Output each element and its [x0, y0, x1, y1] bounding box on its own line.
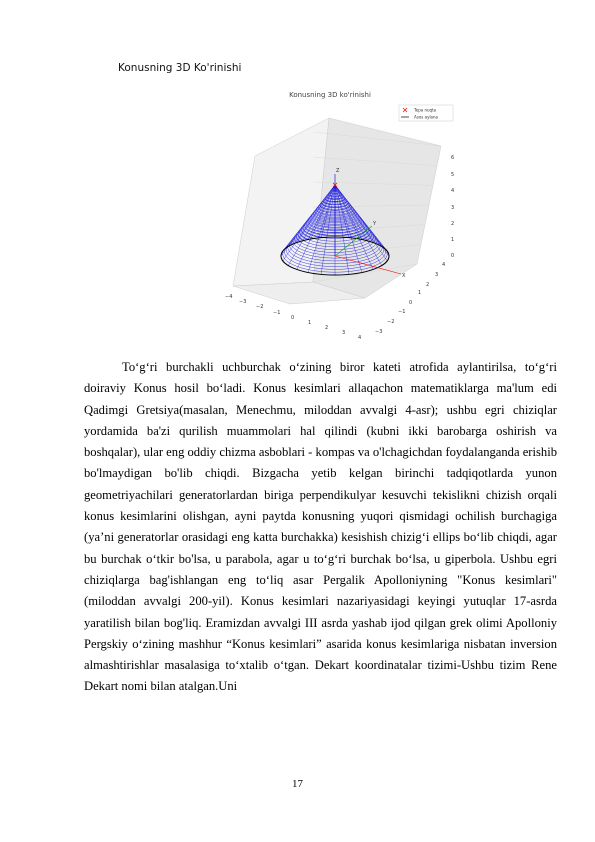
z-axis-label: Z [336, 168, 340, 174]
x-tick: 0 [291, 315, 295, 321]
legend-label-base: Asos aylana [414, 114, 438, 120]
x-tick: −2 [256, 304, 264, 310]
z-tick: 3 [451, 205, 455, 211]
page-number: 17 [292, 778, 303, 790]
x-tick: 2 [325, 325, 329, 331]
y-tick: 2 [426, 282, 430, 288]
z-tick: 2 [451, 221, 455, 227]
y-axis-label: Y [373, 221, 377, 227]
x-tick: −3 [239, 299, 247, 305]
z-tick: 1 [451, 237, 455, 243]
y-tick: −3 [375, 329, 383, 335]
legend [399, 105, 453, 121]
z-tick: 5 [451, 172, 455, 178]
y-tick: −1 [398, 309, 406, 315]
z-ticks [451, 155, 454, 259]
y-tick: 3 [435, 272, 439, 278]
x-tick: 4 [358, 335, 362, 341]
z-tick: 6 [451, 155, 455, 161]
body-paragraph: Toʻgʻri burchakli uchburchak oʻzining biror kateti atrofida aylantirilsa, toʻgʻri doiraviy Konus hosil boʻladi. Konus kesimlari allaqachon matematiklarga ma'lum edi Qadimgi Gretsiya(masalan, Menechmu, miloddan avvalgi 4-asr); ushbu egri chiziqlar yordamida ba'zi qurilish muammolari hal qilindi (kubni ikki barobarga oshirish va boshqalar), ular eng oddiy chizma asboblari - kompas va o'lchagichdan foydalanganda erishib bo'lmaydigan bo'lib chiqdi. Bizgacha yetib kelgan birinchi tadqiqotlarda yunon geometriyachilari generatorlardan biriga perpendikulyar kesuvchi tekislikni chizish orqali konus kesimlarini olishgan, ayni paytda konusning yuqori qismidagi ochilish burchagiga (ya’ni generatorlar orasidagi eng katta burchakka) kesishish chizig‘i ellips bo‘lib chiqdi, agar bu burchak o‘tkir bo'lsa, u parabola, agar u to‘g‘ri burchak bo‘lsa, u giperbola. Ushbu egri chiziqlarga bag'ishlangan eng to‘liq asar Pergalik Apolloniyning "Konus kesimlari" (miloddan avvalgi 200-yil). Konus kesimlari nazariyasidagi keyingi yutuqlar 17-asrda yaratilish bilan bog'liq. Eramizdan avvalgi III asrda yashab ijod qilgan grek olimi Apolloniy Pergskiy o‘zining mashhur “Konus kesimlari” asarida konus kesimlariga nisbatan inversion almashtirishlar masalasiga to‘xtalib o‘tgan. Dekart koordinatalar tizimi-Ushbu tizim Rene Dekart nomi bilan atalgan.Uni [84, 360, 557, 694]
cone-3d-figure [215, 86, 465, 344]
y-tick: 4 [442, 262, 446, 268]
y-tick: 1 [418, 290, 422, 296]
z-tick: 0 [451, 253, 455, 259]
x-axis-label: X [402, 273, 406, 279]
legend-label-vertex: Tepa nuqta [414, 107, 437, 113]
y-tick: 0 [409, 300, 413, 306]
x-tick: 1 [308, 320, 312, 326]
x-tick: −1 [273, 310, 281, 316]
z-tick: 4 [451, 188, 455, 194]
cone-3d-plot [215, 86, 465, 344]
x-tick: −4 [225, 294, 233, 300]
figure-heading: Konusning 3D Ko'rinishi [118, 62, 242, 74]
y-tick: −2 [387, 319, 395, 325]
plot-title: Konusning 3D ko'rinishi [289, 91, 371, 99]
x-tick: 3 [342, 330, 346, 336]
